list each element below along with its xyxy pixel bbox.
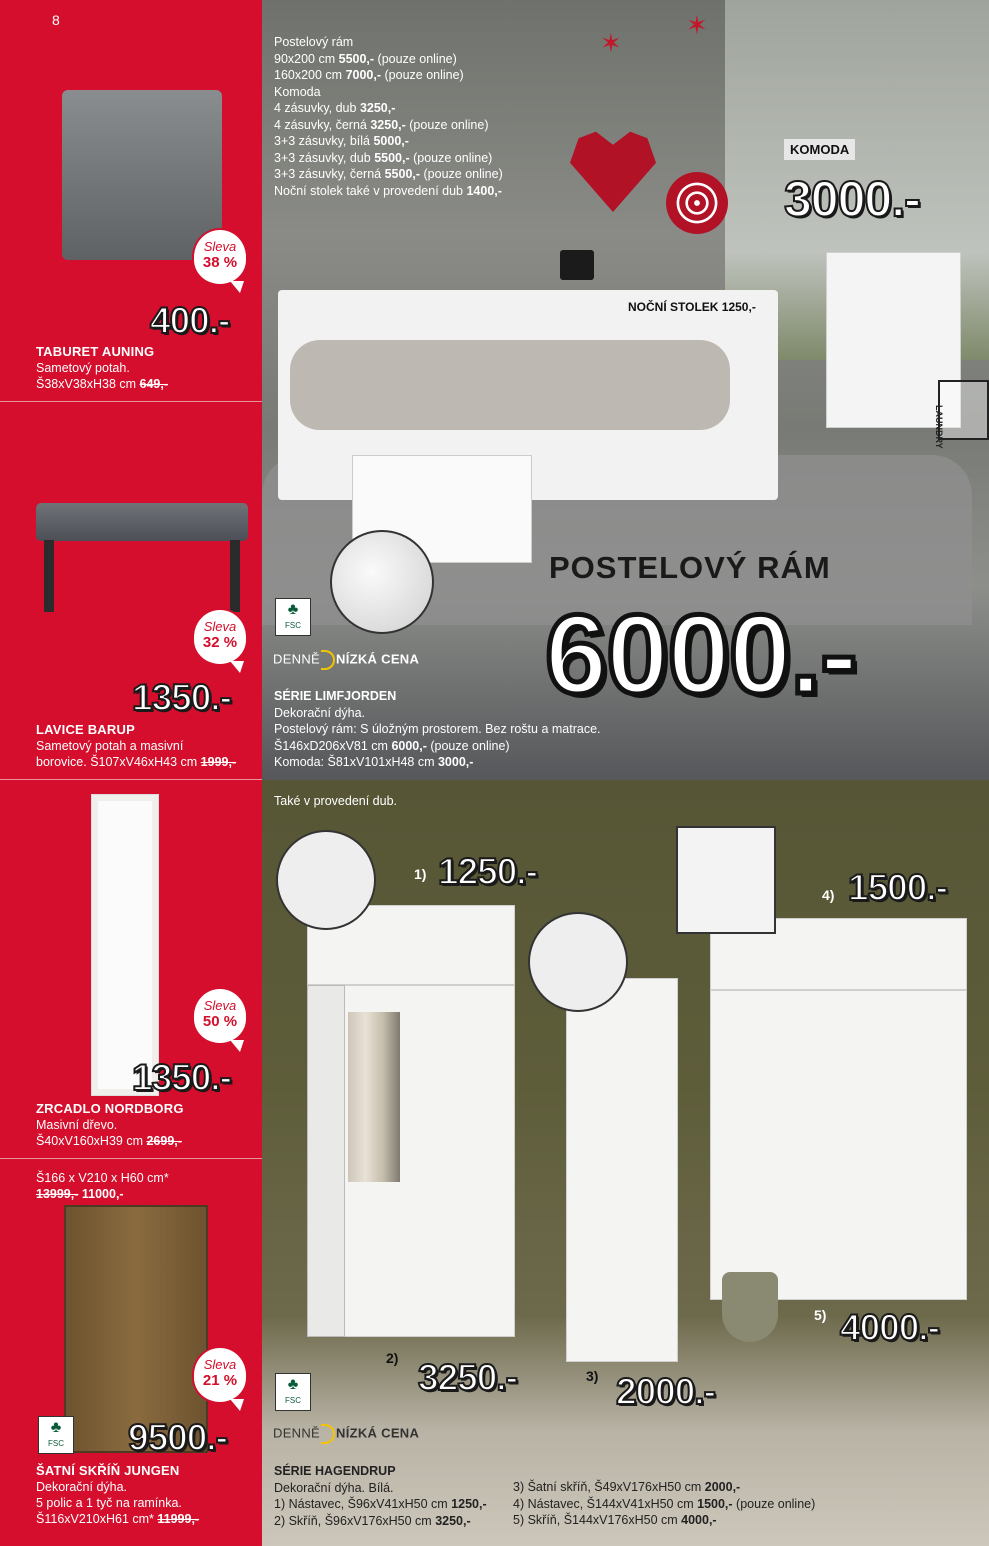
nastavec-144-detail-image (676, 826, 776, 934)
price-line: Noční stolek také v provedení dub 1400,- (274, 183, 502, 198)
fsc-logo: ♣ FSC (275, 598, 311, 636)
star-icon: ✶ (600, 28, 622, 58)
drawer-detail-image (330, 530, 434, 634)
price-line: 4 zásuvky, dub 3250,- (274, 101, 396, 115)
price-line: 3+3 zásuvky, dub 5500,- (pouze online) (274, 150, 493, 165)
bed-duvet (290, 340, 730, 430)
komoda-label: KOMODA (784, 139, 855, 160)
oak-variant-note: Také v provedení dub. (274, 794, 397, 808)
price-line: 4 zásuvky, černá 3250,- (pouze online) (274, 117, 489, 132)
product-name-zrcadlo: ZRCADLO NORDBORG (36, 1101, 184, 1116)
wardrobe-96-clothes (348, 1012, 400, 1182)
price-skrin-144: 4000.- (840, 1307, 939, 1348)
item-number-3: 3) (586, 1368, 599, 1384)
plant-pot (722, 1272, 778, 1342)
laundry-basket (938, 380, 989, 440)
komoda-price: 3000.- (784, 171, 920, 227)
nocni-stolek-label: NOČNÍ STOLEK 1250,- (628, 300, 756, 314)
wardrobe-144 (710, 990, 967, 1300)
hagendrup-description-right: 3) Šatní skříň, Š49xV176xH50 cm 2000,- 4) Nástavec, Š144xV41xH50 cm 1500,- (pouze online) 5) Skříň, Š144xV176xH50 cm 4000,- (513, 1480, 816, 1527)
price-skrin-96: 3250.- (418, 1357, 517, 1398)
product-desc-lavice: Sametový potah a masivní borovice. Š107xV46xH43 cm 1999,- (36, 739, 237, 769)
denne-nizka-cena-logo: DENNĚ NÍZKÁ CENA (273, 1424, 419, 1444)
taburet-image (62, 90, 222, 260)
product-desc-zrcadlo: Masivní dřevo. Š40xV160xH39 cm 2699,- (36, 1118, 182, 1148)
postelovy-ram-label: POSTELOVÝ RÁM (549, 550, 831, 585)
price-line: 3+3 zásuvky, černá 5500,- (pouze online) (274, 167, 503, 181)
tree-icon: ♣ (287, 1376, 299, 1393)
limfjorden-description: SÉRIE LIMFJORDEN Dekorační dýha. Postelový rám: S úložným prostorem. Bez roštu a matrace. Š146xD206xV81 cm 6000,- (pouze online) Komoda: Š81xV101xH48 cm 3000,- (274, 689, 601, 769)
fsc-logo: ♣ FSC (38, 1416, 74, 1454)
discount-badge-lavice: Sleva 32 % (192, 608, 248, 666)
price-line: 3+3 zásuvky, bílá 5000,- (274, 134, 409, 148)
lavice-image (36, 503, 248, 541)
price-nastavec-144: 1500.- (848, 867, 947, 908)
wardrobe-96-open-door (307, 985, 345, 1337)
skrin-variant-info: Š166 x V210 x H60 cm* 13999,- 11000,- (36, 1171, 169, 1201)
product-name-lavice: LAVICE BARUP (36, 722, 135, 737)
discount-badge-taburet: Sleva 38 % (192, 228, 248, 286)
wardrobe-49 (566, 978, 678, 1362)
discount-badge-skrin: Sleva 21 % (192, 1346, 248, 1404)
price-skrin: 9500.- (128, 1417, 227, 1458)
nastavec-detail-image (276, 830, 376, 930)
tree-icon: ♣ (50, 1419, 62, 1436)
item-number-1: 1) (414, 866, 427, 882)
star-icon: ✶ (686, 10, 708, 40)
tree-icon: ♣ (287, 601, 299, 618)
skrin-jungen-image (64, 1205, 208, 1453)
denne-nizka-cena-logo: DENNĚ NÍZKÁ CENA (273, 650, 419, 670)
divider (0, 401, 262, 402)
price-satni-skrin-49: 2000.- (616, 1371, 715, 1412)
price-nastavec-96: 1250.- (438, 851, 537, 892)
fsc-logo: ♣ FSC (275, 1373, 311, 1411)
lavice-legs (44, 540, 240, 612)
zrcadlo-image (92, 795, 158, 1095)
price-taburet: 400.- (150, 300, 230, 341)
bauble-ornament (666, 172, 728, 234)
product-desc-skrin: Dekorační dýha. 5 polic a 1 tyč na ramínka. Š116xV210xH61 cm* 11999,- (36, 1480, 200, 1526)
hagendrup-description: SÉRIE HAGENDRUP Dekorační dýha. Bílá. 1) Nástavec, Š96xV41xH50 cm 1250,- 2) Skříň, Š96xV176xH50 cm 3250,- (274, 1464, 487, 1528)
item-number-2: 2) (386, 1350, 399, 1366)
price-zrcadlo: 1350.- (132, 1057, 231, 1098)
postelovy-ram-price: 6000.- (545, 592, 857, 717)
price-line: Komoda (274, 84, 321, 99)
price-line: 90x200 cm 5500,- (pouze online) (274, 51, 457, 66)
price-line: 160x200 cm 7000,- (pouze online) (274, 68, 464, 82)
limfjorden-price-list (274, 34, 503, 199)
product-name-skrin: ŠATNÍ SKŘÍŇ JUNGEN (36, 1463, 180, 1478)
page-number: 8 (52, 12, 60, 28)
laundry-basket-label: LAUNDRY (934, 405, 944, 449)
divider (0, 779, 262, 780)
price-lavice: 1350.- (132, 677, 231, 718)
product-name-taburet: TABURET AUNING (36, 344, 155, 359)
divider (0, 1158, 262, 1159)
lamp (560, 250, 594, 280)
item-number-4: 4) (822, 887, 835, 903)
item-number-5: 5) (814, 1307, 827, 1323)
satni-skrin-detail-image (528, 912, 628, 1012)
product-desc-taburet: Sametový potah. Š38xV38xH38 cm 649,- (36, 361, 169, 391)
price-line: Postelový rám (274, 35, 354, 49)
discount-badge-zrcadlo: Sleva 50 % (192, 987, 248, 1045)
